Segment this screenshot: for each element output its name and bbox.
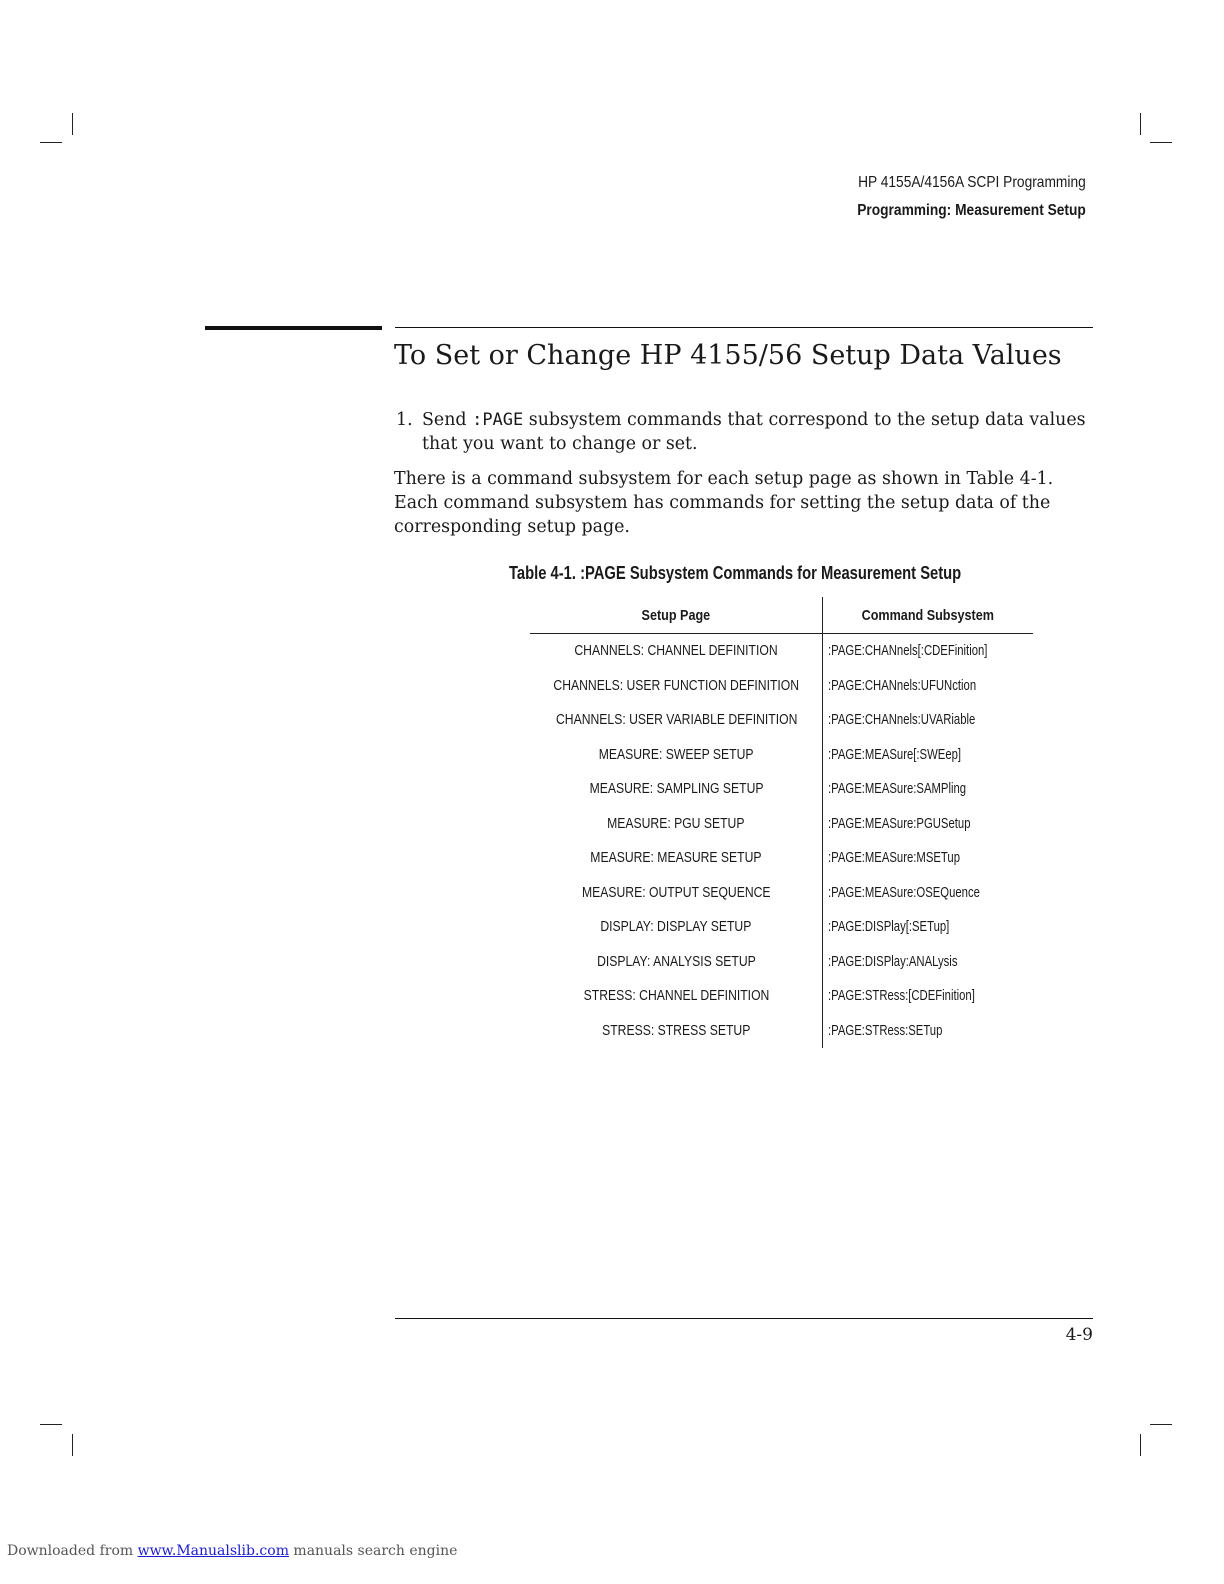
download-footer <box>7 1543 457 1559</box>
setup-page-text: MEASURE: SWEEP SETUP <box>598 746 754 763</box>
command-cell <box>823 634 1033 669</box>
command-text: :PAGE:CHANnels:UVARiable <box>828 712 976 729</box>
setup-page-cell <box>530 841 823 876</box>
setup-page-cell <box>530 738 823 773</box>
setup-page-cell <box>530 703 823 738</box>
command-text: :PAGE:MEASure[:SWEep] <box>828 746 962 763</box>
command-cell <box>823 703 1033 738</box>
command-text: :PAGE:STRess:SETup <box>828 1022 943 1039</box>
section-rule-thick <box>205 326 382 330</box>
command-cell <box>823 841 1033 876</box>
command-text: :PAGE:MEASure:MSETup <box>828 850 961 867</box>
table-row <box>530 807 1033 842</box>
command-cell <box>823 669 1033 704</box>
crop-mark-top-left-h <box>40 142 62 143</box>
command-text: :PAGE:DISPlay[:SETup] <box>828 919 950 936</box>
crop-mark-top-right-h <box>1150 142 1172 143</box>
step-number: 1. <box>396 410 413 430</box>
setup-page-cell <box>530 979 823 1014</box>
command-cell <box>823 807 1033 842</box>
setup-page-cell <box>530 807 823 842</box>
crop-mark-bottom-left-v <box>72 1434 73 1456</box>
setup-page-cell <box>530 876 823 911</box>
column-header-command-subsystem <box>823 597 1033 634</box>
command-cell <box>823 910 1033 945</box>
table-row <box>530 634 1033 669</box>
table-row <box>530 738 1033 773</box>
column-header-command-subsystem-label: Command Subsystem <box>861 606 995 624</box>
crop-mark-bottom-right-h <box>1150 1424 1172 1425</box>
setup-page-text: CHANNELS: CHANNEL DEFINITION <box>574 643 778 660</box>
table-header-row <box>530 597 1033 634</box>
command-cell <box>823 772 1033 807</box>
column-header-setup-page-label: Setup Page <box>641 606 711 624</box>
command-text: :PAGE:CHANnels[:CDEFinition] <box>828 643 988 660</box>
setup-page-cell <box>530 945 823 980</box>
command-text: :PAGE:MEASure:OSEQuence <box>828 884 981 901</box>
crop-mark-bottom-left-h <box>40 1424 62 1425</box>
setup-page-text: CHANNELS: USER VARIABLE DEFINITION <box>555 712 797 729</box>
crop-mark-top-right-v <box>1140 113 1141 135</box>
page-number: 4-9 <box>1065 1325 1093 1345</box>
table-row <box>530 876 1033 911</box>
footer-suffix: manuals search engine <box>288 1543 458 1559</box>
running-header-title: HP 4155A/4156A SCPI Programming <box>858 174 1086 191</box>
command-cell <box>823 1014 1033 1049</box>
command-text: :PAGE:DISPlay:ANALysis <box>828 953 958 970</box>
command-table <box>530 597 1033 1048</box>
body-paragraph: There is a command subsystem for each setup page as shown in Table 4-1. Each command subsystem has commands for setting the setup data of the corresponding setup page. <box>394 469 1054 537</box>
table-row <box>530 669 1033 704</box>
footer-rule <box>395 1318 1093 1319</box>
setup-page-text: MEASURE: SAMPLING SETUP <box>589 781 764 798</box>
crop-mark-top-left-v <box>72 113 73 135</box>
setup-page-cell <box>530 669 823 704</box>
step-1 <box>396 408 1086 456</box>
step-text-after: subsystem commands that correspond to the setup data values that you want to change or set. <box>422 410 1086 454</box>
setup-page-text: MEASURE: MEASURE SETUP <box>590 850 762 867</box>
manualslib-link[interactable]: www.Manualslib.com <box>137 1543 289 1559</box>
section-title: To Set or Change HP 4155/56 Setup Data Values <box>394 340 1062 371</box>
setup-page-cell <box>530 772 823 807</box>
setup-page-text: STRESS: CHANNEL DEFINITION <box>583 988 770 1005</box>
table-caption: Table 4-1. :PAGE Subsystem Commands for Measurement Setup <box>509 563 962 583</box>
table-row <box>530 945 1033 980</box>
command-cell <box>823 738 1033 773</box>
setup-page-text: STRESS: STRESS SETUP <box>602 1022 751 1039</box>
setup-page-text: MEASURE: PGU SETUP <box>607 815 745 832</box>
section-rule-thin <box>395 327 1093 328</box>
command-cell <box>823 945 1033 980</box>
command-text: :PAGE:CHANnels:UFUNction <box>828 677 977 694</box>
table-row <box>530 1014 1033 1049</box>
table-row <box>530 772 1033 807</box>
crop-mark-bottom-right-v <box>1140 1434 1141 1456</box>
setup-page-cell <box>530 1014 823 1049</box>
command-cell <box>823 876 1033 911</box>
table-row <box>530 979 1033 1014</box>
setup-page-cell <box>530 910 823 945</box>
setup-page-text: CHANNELS: USER FUNCTION DEFINITION <box>553 677 800 694</box>
table-row <box>530 841 1033 876</box>
setup-page-cell <box>530 634 823 669</box>
table-row <box>530 703 1033 738</box>
command-text: :PAGE:MEASure:PGUSetup <box>828 815 971 832</box>
command-text: :PAGE:STRess:[CDEFinition] <box>828 988 976 1005</box>
command-text: :PAGE:MEASure:SAMPling <box>828 781 967 798</box>
step-text-before: Send <box>422 410 473 430</box>
step-text <box>422 408 1086 456</box>
setup-page-text: DISPLAY: DISPLAY SETUP <box>600 919 752 936</box>
step-code: :PAGE <box>472 410 524 430</box>
command-cell <box>823 979 1033 1014</box>
setup-page-text: MEASURE: OUTPUT SEQUENCE <box>581 884 771 901</box>
table-row <box>530 910 1033 945</box>
setup-page-text: DISPLAY: ANALYSIS SETUP <box>596 953 756 970</box>
running-header-section: Programming: Measurement Setup <box>857 202 1086 219</box>
footer-prefix: Downloaded from <box>7 1543 138 1559</box>
column-header-setup-page <box>530 597 823 634</box>
